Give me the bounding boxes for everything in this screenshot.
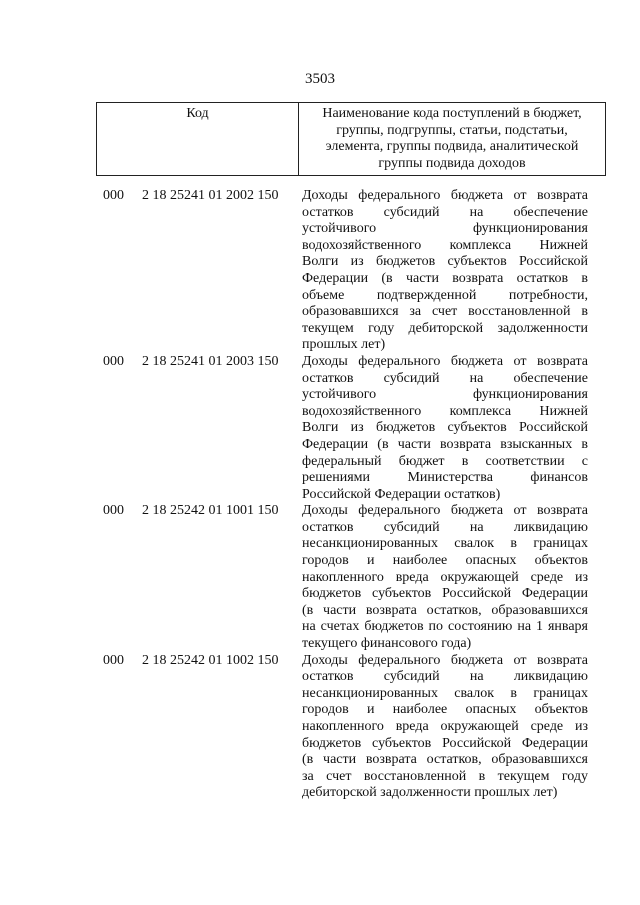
- revenue-name-line: несанкционированных свалок в границах: [302, 536, 588, 552]
- revenue-name-line: Федерации (в части возврата взысканных в: [302, 436, 588, 452]
- table-header: [96, 102, 606, 176]
- revenue-name-line: Доходы федерального бюджета от возврата: [302, 503, 588, 519]
- revenue-name-line: городов и наиболее опасных объектов: [302, 553, 588, 569]
- revenue-name-line: остатков субсидий на обеспечение: [302, 204, 588, 220]
- header-name-line: группы, подгруппы, статьи, подстатьи,: [336, 122, 568, 138]
- revenue-name-line: Волги из бюджетов субъектов Российской: [302, 420, 588, 436]
- revenue-name-line: текущего финансового года): [302, 636, 472, 652]
- revenue-name-line: накопленного вреда окружающей среде из: [302, 719, 588, 734]
- header-name-line: группы подвида доходов: [378, 155, 526, 171]
- header-name-line: элемента, группы подвида, аналитической: [325, 139, 579, 154]
- revenue-name-line: дебиторской задолженности прошлых лет): [302, 785, 558, 801]
- revenue-name-line: Доходы федерального бюджета от возврата: [302, 188, 588, 203]
- revenue-name-line: (в части возврата остатков, образовавшихся: [302, 602, 588, 618]
- revenue-name: [302, 354, 588, 503]
- revenue-name-line: образовавшихся за счет восстановленной в: [302, 304, 588, 320]
- revenue-name-line: Доходы федерального бюджета от возврата: [302, 353, 588, 369]
- admin-code: 000: [103, 652, 124, 668]
- revenue-name-line: Российской Федерации остатков): [302, 486, 501, 502]
- revenue-name-line: Федерации (в части возврата остатков в: [302, 270, 588, 286]
- revenue-name-line: устойчивого функционирования: [302, 221, 588, 237]
- revenue-name-line: остатков субсидий на ликвидацию: [302, 519, 588, 535]
- table-body: [0, 188, 640, 802]
- revenue-name-line: водохозяйственного комплекса Нижней: [302, 403, 588, 419]
- revenue-name-line: бюджетов субъектов Российской Федерации: [302, 735, 588, 751]
- admin-code: 000: [103, 503, 124, 519]
- revenue-name-line: Волги из бюджетов субъектов Российской: [302, 254, 588, 270]
- revenue-code: 2 18 25242 01 1001 150: [142, 503, 279, 519]
- revenue-code: 2 18 25241 01 2003 150: [142, 353, 279, 369]
- revenue-code: 2 18 25242 01 1002 150: [142, 652, 279, 668]
- admin-code: 000: [103, 353, 124, 369]
- revenue-name-line: остатков субсидий на обеспечение: [302, 370, 588, 386]
- page-number: 3503: [305, 71, 335, 87]
- admin-code: 000: [103, 188, 124, 203]
- revenue-name-line: прошлых лет): [302, 337, 386, 353]
- revenue-name: [302, 503, 588, 652]
- revenue-name-line: накопленного вреда окружающей среде из: [302, 569, 588, 585]
- header-name-cell: [299, 103, 605, 175]
- table-row: [0, 653, 640, 802]
- table-row: [0, 188, 640, 354]
- revenue-name-line: несанкционированных свалок в границах: [302, 685, 588, 701]
- revenue-name-line: бюджетов субъектов Российской Федерации: [302, 586, 588, 602]
- revenue-name-line: Доходы федерального бюджета от возврата: [302, 652, 588, 668]
- revenue-name-line: федеральный бюджет в соответствии с: [302, 453, 588, 469]
- revenue-name-line: городов и наиболее опасных объектов: [302, 702, 588, 718]
- revenue-name-line: остатков субсидий на ликвидацию: [302, 669, 588, 685]
- revenue-name: [302, 653, 588, 802]
- revenue-name-line: устойчивого функционирования: [302, 387, 588, 403]
- header-name-line: Наименование кода поступлений в бюджет,: [322, 106, 582, 121]
- table-row: [0, 503, 640, 652]
- revenue-name-line: водохозяйственного комплекса Нижней: [302, 237, 588, 253]
- revenue-name: [302, 188, 588, 354]
- revenue-name-line: за счет восстановленной в текущем году: [302, 768, 588, 784]
- table-row: [0, 354, 640, 503]
- revenue-name-line: на счетах бюджетов по состоянию на 1 января: [302, 619, 588, 635]
- header-code-cell: Код: [97, 103, 299, 175]
- revenue-name-line: текущем году дебиторской задолженности: [302, 320, 588, 336]
- revenue-code: 2 18 25241 01 2002 150: [142, 188, 279, 203]
- revenue-name-line: (в части возврата остатков, образовавшихся: [302, 752, 588, 768]
- revenue-name-line: решениями Министерства финансов: [302, 470, 588, 486]
- revenue-name-line: объеме подтвержденной потребности,: [302, 287, 588, 303]
